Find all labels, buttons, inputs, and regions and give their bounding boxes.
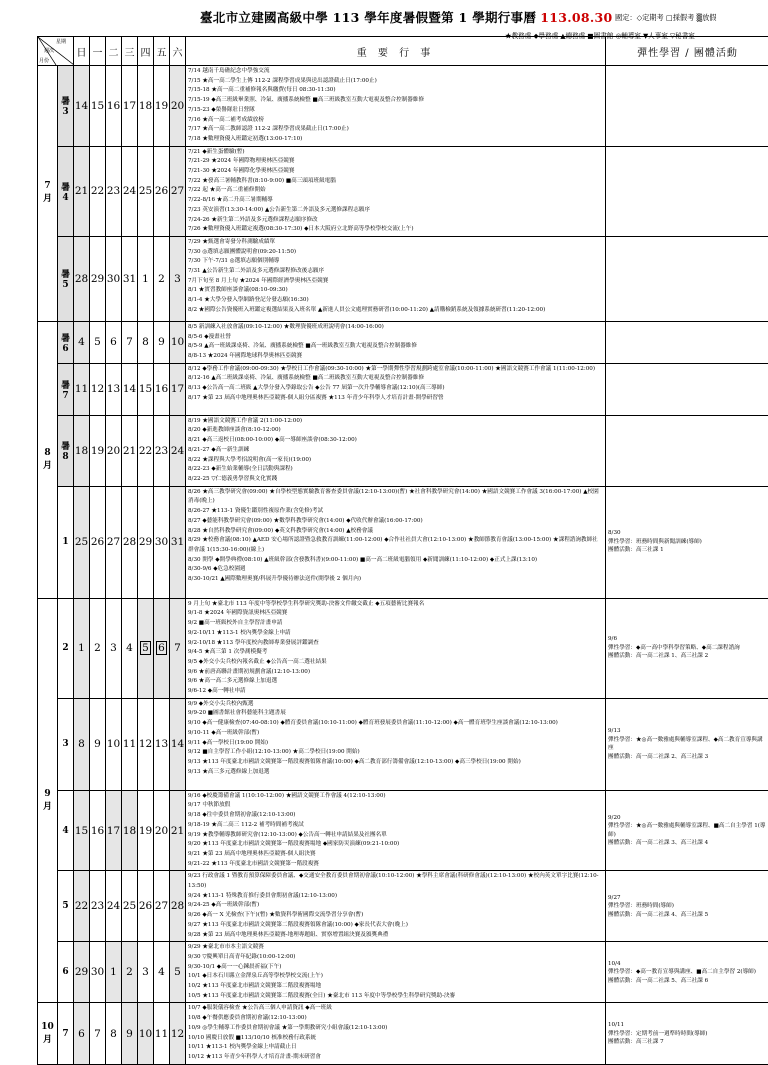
- week-row: [38, 942, 768, 1003]
- week-number: 7: [58, 1003, 74, 1065]
- day-cell: 22: [74, 871, 90, 942]
- day-cell: 11: [122, 698, 138, 790]
- activities-cell: 9/13 彈性學習：★◎高一數雅處與輔導室課程、◆高二教育宣導與講座 團體活動：高一高二社課 2、高三社課 3: [606, 698, 768, 790]
- events-cell: 9/9 ◆外交小尖兵校內甄選 9/9-20 ■圖書館社會科藝能科主題書展 9/10 ◆高一健康檢查(07:40-08:10) ◆體育委員會議(10:10-11:00) ◆體育班發展委員會議(11:10-12:00) ◆高一體育班學生座談會議(12:10-13:00) 9/10-11 ◆高一班級幹部(暫) 9/11 ◆高一學校日(19:00 開始) 9/12 ■自主學習工作小組(12:10-13:00) ★高二學校日(19:00 開始) 9/13 ★113 年度臺北市國語文競賽第一階段複賽領隊會議(10:00) ◆高二教育部行籌備會議(12:10-13:00) ◆高三學校日(19:00 開始) 9/13 ★高三多元選修線上加退選: [186, 698, 606, 790]
- week-row: [38, 321, 768, 363]
- activities-cell: 8/30 彈性學習：班務時間與新聞訓練(導師) 團體活動：高三社課 1: [606, 486, 768, 598]
- events-cell: 8/19 ★國語文競賽工作會議 2(11:00-12:00) 8/20 ◆新進教師座談會(8:10-12:00) 8/21 ◆高三返校日(08:00-10:00) ◆高一導師座談會(08:30-12:00) 8/21-27 ◆高一新生訓練 8/22 ★課程與大學考招說明會(高一家長)(19:00) 8/22-23 ◆新生始業輔導(全日活動與課程) 8/22-25 ▽仁德義勇學習與文化實踐: [186, 415, 606, 486]
- day-cell: 2: [90, 598, 106, 698]
- week-number: 5: [58, 871, 74, 942]
- day-cell: 23: [154, 415, 170, 486]
- day-header-thu: 四: [138, 37, 154, 66]
- day-cell: 18: [74, 415, 90, 486]
- day-cell: 13: [106, 363, 122, 415]
- activities-cell: 10/4 彈性學習：◆高一教育宣導與講座、■高二自主學習 2(導師) 團體活動：高一高二社課 5、高三社課 6: [606, 942, 768, 1003]
- activities-cell: 9/6 彈性學習：◆高一高中學科學習策略、◆高二課程諮詢 團體活動：高一高二社課 1、高三社課 2: [606, 598, 768, 698]
- day-cell: 4: [154, 942, 170, 1003]
- day-cell: 28: [170, 871, 186, 942]
- day-cell: 30: [154, 486, 170, 598]
- day-cell: 23: [90, 871, 106, 942]
- day-cell: 16: [154, 363, 170, 415]
- activities-cell: [606, 146, 768, 236]
- week-row: [38, 790, 768, 871]
- day-cell: 24: [170, 415, 186, 486]
- day-header-sun: 日: [74, 37, 90, 66]
- events-cell: 9/29 ★臺北市市本主語文競賽 9/30 ▽慶興單日高青年紀錄(10:00-12:00) 9/30-10/1 ◆高一一心鍊晨祈福(下午) 10/1 ◆日本石川縣立金澤泉丘高等學校學校交流(上午) 10/2 ★113 年度臺北市國語文競賽第二階段複賽場地 10/5 ★113 年度臺北市國語文競賽第二階段複賽(全日) ★臺北市 113 年度中等學校學生科學研究獎助-決審: [186, 942, 606, 1003]
- week-number: 暑4: [58, 146, 74, 236]
- week-row: [38, 415, 768, 486]
- day-cell: 18: [138, 66, 154, 147]
- day-cell: 3: [138, 942, 154, 1003]
- corner-weekday-label: 星期: [56, 38, 66, 45]
- day-cell: 5: [170, 942, 186, 1003]
- events-cell: 7/21 ◆新生蛋體驗(暫) 7/21-29 ★2024 年國際物理奧林匹亞競賽 7/21-30 ★2024 年國際化學奧林匹亞競賽 7/22 ★發高三暑輔教科書(8:10-9:00) ■高三頭項班級電腦 7/22 起 ★高一高二重補修開始 7/22-8/16 ★高二升高三暑期輔導 7/23 英安演習(13:30-14:00) ▲公告新生第二外語及多元選修課程志願序 7/24-26 ★新生第二外語及多元選修課程志願序修改 7/26 ★數理資優入班鑑定複選(08:30-17:30) ◆日本大阪府立北野高等學校學校交流(上午): [186, 146, 606, 236]
- calendar-table: [37, 36, 768, 1065]
- day-cell: 16: [106, 66, 122, 147]
- day-cell: 10: [106, 698, 122, 790]
- day-cell: 4: [122, 598, 138, 698]
- month-label: 9 月: [38, 598, 58, 1003]
- day-cell: 29: [138, 486, 154, 598]
- week-number: 6: [58, 942, 74, 1003]
- activities-cell: [606, 236, 768, 321]
- day-cell: 26: [90, 486, 106, 598]
- week-row: [38, 66, 768, 147]
- day-cell: 30: [90, 942, 106, 1003]
- day-cell: 9: [154, 321, 170, 363]
- day-cell: 12: [138, 698, 154, 790]
- corner-month-label: 月份: [39, 57, 49, 64]
- header-row: [38, 37, 768, 66]
- activities-cell: 10/11 彈性學習：定期考前一週準時時間(導師) 團體活動：高三社課 7: [606, 1003, 768, 1065]
- legend-offices: ★教務處 ◆學務處 ▲總務處 ■圖書館 ◎輔導室 ▼人事室 ▽秘書室: [505, 30, 695, 40]
- day-cell: 26: [138, 871, 154, 942]
- week-row: [38, 486, 768, 598]
- week-row: [38, 363, 768, 415]
- day-cell: 20: [170, 66, 186, 147]
- day-cell: 19: [154, 66, 170, 147]
- day-cell: 1: [106, 942, 122, 1003]
- day-cell: 24: [106, 871, 122, 942]
- day-cell: 10: [138, 1003, 154, 1065]
- day-header-mon: 一: [90, 37, 106, 66]
- day-cell: 11: [74, 363, 90, 415]
- day-header-fri: 五: [154, 37, 170, 66]
- day-cell: 17: [122, 66, 138, 147]
- day-cell: 3: [106, 598, 122, 698]
- day-cell: 29: [90, 236, 106, 321]
- day-cell: 23: [106, 146, 122, 236]
- day-cell: 6: [106, 321, 122, 363]
- exam-day-marker: 6: [156, 641, 167, 655]
- events-cell: 8/12 ◆學務工作會議(09:00-09:30) ★學校日工作會議(09:30-10:00) ★第一學期彈性學習規劃跨處室會議(10:00-11:00) ★國語文競賽工作會議 1(11:00-12:00) 8/12-16 ▲高二班級課桌椅、冷氣、廣播系統檢整 ■高二班級教室互動大電視及整合控制器維修 8/13 ◆公告高一高二班級 ▲大學分發入學錄取公告 ◆公告 77 屆第一次升學輔導會議(12:10)(高三導師) 8/17 ★第 23 屆高中地理奧林匹亞競賽-個人組分區複賽 ★113 年青少年科學人才培育計畫-開學研習營: [186, 363, 606, 415]
- day-cell: 24: [122, 146, 138, 236]
- day-cell: 12: [170, 1003, 186, 1065]
- day-cell: 1: [138, 236, 154, 321]
- events-cell: 8/26 ★高三教學研究會(09:00) ★自學校型態實驗教育審查委員會議(12:10-13:00)(暫) ★社會科教學研究會(14:00) ★國語文競賽工作會議 3(16:00-17:00) ▲校園消毒(晚上) 8/26-27 ★113-1 資優生鑑別性複原作業(含免修)考試 8/27 ◆藝能科教學研究會(09:00) ★數學科教學研究會(14:00) ◆代收代辦會議(16:00-17:00) 8/28 ★自然科教學研究會(09:00) ◆英文科教學研究會(14:00) ▲校務會議 8/29 ★校務會議(08:10) ▲AED 安心場所認證暨急救教育訓練(11:00-12:00) ◆合作社社員大會(12:10-13:00) ★教師節教育會議(13:00-15:00) ★課程諮詢教師社群會議 1(15:30-16:00)(線上) 8/30 開學 ◆開學典禮(08:10) ▲班級幹部(含發教科書)(9:00-11:00) ■高一高二班級電腦領用 ◆新聞訓練(11:10-12:00) ◆正式上課(13:10) 8/30-9/6 ◆危急校園週 8/30-10/21 ▲國際數理奧賽/科展升學優待辦法送件(開學後 2 個月內): [186, 486, 606, 598]
- day-cell: 8: [106, 1003, 122, 1065]
- day-cell: 16: [90, 790, 106, 871]
- day-cell: 12: [90, 363, 106, 415]
- corner-header: [38, 37, 74, 66]
- month-label: 10 月: [38, 1003, 58, 1065]
- day-cell: 1: [74, 598, 90, 698]
- day-cell: 21: [74, 146, 90, 236]
- week-row: [38, 698, 768, 790]
- day-cell: 26: [154, 146, 170, 236]
- week-number: 暑7: [58, 363, 74, 415]
- day-cell: 15: [138, 363, 154, 415]
- day-cell: 9: [122, 1003, 138, 1065]
- month-label: 8 月: [38, 321, 58, 598]
- events-cell: 9/23 行政會議 1 暨教育預算保障委員會議、◆交通安全教育委員會期初會議(10:10-12:00) ★學科主席會議(科研修會議)(12:10-13:00) ★校內英文單字比賽(12:10-13:50) 9/24 ★113-1 特殊教育推行委員會期初會議(12:10-13:00) 9/24-25 ◆高一班級幹部(暫) 9/26 ◆高一 X 光檢查(下午)(暫) ★數資科學術國際交流學習分享會(暫) 9/27 ★113 年度臺北市國語文競賽第二階段複賽領隊會議(10:00) ◆家長代表大會(晚上) 9/28 ★第 23 屆高中地理奧林匹亞競賽-地理專題組、實察增置組決賽及頒獎典禮: [186, 871, 606, 942]
- day-cell: 5: [90, 321, 106, 363]
- day-cell: 6: [74, 1003, 90, 1065]
- week-row: [38, 1003, 768, 1065]
- day-cell: 11: [154, 1003, 170, 1065]
- day-cell: 31: [170, 486, 186, 598]
- day-cell: [154, 598, 170, 698]
- activities-cell: [606, 321, 768, 363]
- day-cell: 19: [138, 790, 154, 871]
- week-number: 1: [58, 486, 74, 598]
- day-cell: 3: [170, 236, 186, 321]
- day-cell: 28: [122, 486, 138, 598]
- title-text: 臺北市立建國高級中學 113 學年度暑假暨第 1 學期行事曆: [200, 10, 536, 25]
- events-cell: 8/5 新訓練入社放會議(09:10-12:00) ★數理資優班成班說明會(14:00-16:00) 8/5-6 ◆漫畫社營 8/5-9 ▲高一班級課桌椅、冷氣、廣播系統檢整 ■高一班級教室互動大電視及整合控制器維修 8/8-13 ★2024 年國際地球科學奧林匹亞競賽: [186, 321, 606, 363]
- day-cell: 14: [74, 66, 90, 147]
- exam-day-marker: 5: [140, 641, 151, 655]
- day-cell: 15: [90, 66, 106, 147]
- day-cell: 27: [154, 871, 170, 942]
- day-cell: 21: [170, 790, 186, 871]
- day-header-tue: 二: [106, 37, 122, 66]
- month-label: 7 月: [38, 66, 58, 322]
- day-cell: 25: [122, 871, 138, 942]
- events-cell: 10/7 ◆服裝儀容檢查 ★公告高三個人申請資訊 ◆高一班級 10/8 ◆午餐供應委員會期初會議(12:10-13:00) 10/9 ◎學生輔導工作委員會期初會議 ★第一學期教研究小組會議(12:10-13:00) 10/10 國慶日放假 ■113/10/10 核准校務行政系統 10/11 ★113-1 校內獎學金線上申請截止日 10/12 ★113 年青少年科學人才培育計畫-期末研習會: [186, 1003, 606, 1065]
- activities-cell: [606, 66, 768, 147]
- day-cell: [138, 598, 154, 698]
- week-number: 2: [58, 598, 74, 698]
- day-cell: 20: [106, 415, 122, 486]
- day-cell: 8: [138, 321, 154, 363]
- activities-cell: [606, 363, 768, 415]
- legend-exam-types: 國定：◇定期考 □採假考 ▒放假: [615, 13, 716, 23]
- activities-cell: [606, 415, 768, 486]
- week-number: 暑8: [58, 415, 74, 486]
- day-header-wed: 三: [122, 37, 138, 66]
- day-cell: 8: [74, 698, 90, 790]
- activities-cell: 9/27 彈性學習：班務時間(導師) 團體活動：高一高二社課 4、高三社課 5: [606, 871, 768, 942]
- day-cell: 27: [170, 146, 186, 236]
- day-cell: 7: [90, 1003, 106, 1065]
- events-cell: 9/16 ◆校慶籌備會議 1(10:10-12:00) ★國語文競賽工作會議 4(12:10-13:00) 9/17 中秋節放假 9/18 ◆往中委員會期初會議(12:10-13:00) 9/18-19 ★高二高三 112-2 補考時間補考複試 9/19 ★教學輔導教師研究會(12:10-13:00) ◆公告高一轉社申請結果及社團名單 9/20 ★113 年度臺北市國語文競賽第一階段複賽場地 ◆國家防災演練(09:21-10:00) 9/21 ★第 23 屆高中地理奧林匹亞競賽-個人組決賽 9/21-22 ★113 年度臺北市國語文競賽第一階段複賽: [186, 790, 606, 871]
- activities-cell: 9/20 彈性學習：★◎高一數雅處與輔導室課程、■高二自主學習 1(導師) 團體活動：高一高二社課 3、高三社課 4: [606, 790, 768, 871]
- week-number: 暑5: [58, 236, 74, 321]
- day-cell: 2: [154, 236, 170, 321]
- day-cell: 7: [122, 321, 138, 363]
- day-cell: 7: [170, 598, 186, 698]
- page-title: [200, 8, 613, 26]
- day-cell: 25: [138, 146, 154, 236]
- week-row: [38, 871, 768, 942]
- week-row: [38, 236, 768, 321]
- day-cell: 10: [170, 321, 186, 363]
- events-column-header: 重 要 行 事: [186, 37, 606, 66]
- day-cell: 14: [122, 363, 138, 415]
- day-cell: 27: [106, 486, 122, 598]
- events-cell: 9 月上旬 ★臺北市 113 年度中等學校學生科學研究獎助-決審文件繳交截止 ◆五項藝術比賽報名 9/1-8 ★2024 年國際資訊奧林匹亞競賽 9/2 ■高一班級校外自主學習計畫申請 9/2-10/11 ★113-1 校內獎學金線上申請 9/2-10/18 ★113 學年度校內教師專業發展評鑑調查 9/4-5 ★高三第 1 次學測模擬考 9/5 ◆外交小尖兵校內報名截止 ◆公告高一高二選社結果 9/6 ★前唐高聯計畫期初規劃會議(12:10-13:00) 9/6 ★高一高二多元選修線上加退選 9/6-12 ◆高一轉社申請: [186, 598, 606, 698]
- activities-column-header: 彈性學習 / 團體活動: [606, 37, 768, 66]
- day-cell: 13: [154, 698, 170, 790]
- day-cell: 22: [138, 415, 154, 486]
- day-cell: 18: [122, 790, 138, 871]
- corner-week-label: 週次: [44, 47, 54, 54]
- week-row: [38, 598, 768, 698]
- date-stamp: 113.08.30: [540, 10, 612, 25]
- day-cell: 22: [90, 146, 106, 236]
- day-cell: 28: [74, 236, 90, 321]
- day-cell: 30: [106, 236, 122, 321]
- day-cell: 17: [170, 363, 186, 415]
- day-cell: 25: [74, 486, 90, 598]
- week-number: 暑6: [58, 321, 74, 363]
- day-cell: 19: [90, 415, 106, 486]
- week-row: [38, 146, 768, 236]
- day-cell: 17: [106, 790, 122, 871]
- day-cell: 14: [170, 698, 186, 790]
- events-cell: 7/29 ★甄選會寄發分科測驗成績單 7/30 ◎選填志願團體說明會(09:20-11:50) 7/30 下午-7/31 ◎選填志願個別輔導 7/31 ▲公告新生第二外語及多元選修課程修改後志願序 7月下旬至 8 月上旬 ★2024 年國際經濟學奧林匹亞競賽 8/1 ★實習教師座談會議(08:10-09:30) 8/1-4 ★大學分發入學網路登記分發志願(16:30) 8/2 ★國際公告資優班入班鑑定複選結果及入班名單 ▲新進人員公文處理實務研習(10:00-11:20) ▲請購檢銷系統及領據系統研習(11:20-12:00): [186, 236, 606, 321]
- week-number: 暑3: [58, 66, 74, 147]
- day-cell: 29: [74, 942, 90, 1003]
- day-cell: 9: [90, 698, 106, 790]
- week-number: 4: [58, 790, 74, 871]
- day-cell: 15: [74, 790, 90, 871]
- day-cell: 31: [122, 236, 138, 321]
- day-cell: 21: [122, 415, 138, 486]
- events-cell: 7/14 越南千島礁紀念中學強交流 7/15 ★高一高二學生上傳 112-2 課程學習成果與送出認證截止日(17:00止) 7/15-18 ★高一高二重補修報名與繳費(每日 08:30-11:30) 7/15-19 ◆高三班級畢業照、冷氣、廣播系統檢整 ■高三班級教室互動大電視及整合控制器維修 7/15-23 ◆榮譽隊壯日營隊 7/16 ★高一高二補考成績放榜 7/17 ★高一高二教師認證 112-2 課程學習成果截止日(17:00止) 7/18 ★數理資優入班鑑定初選(13:00-17:10): [186, 66, 606, 147]
- day-cell: 2: [122, 942, 138, 1003]
- day-cell: 4: [74, 321, 90, 363]
- day-header-sat: 六: [170, 37, 186, 66]
- day-cell: 20: [154, 790, 170, 871]
- week-number: 3: [58, 698, 74, 790]
